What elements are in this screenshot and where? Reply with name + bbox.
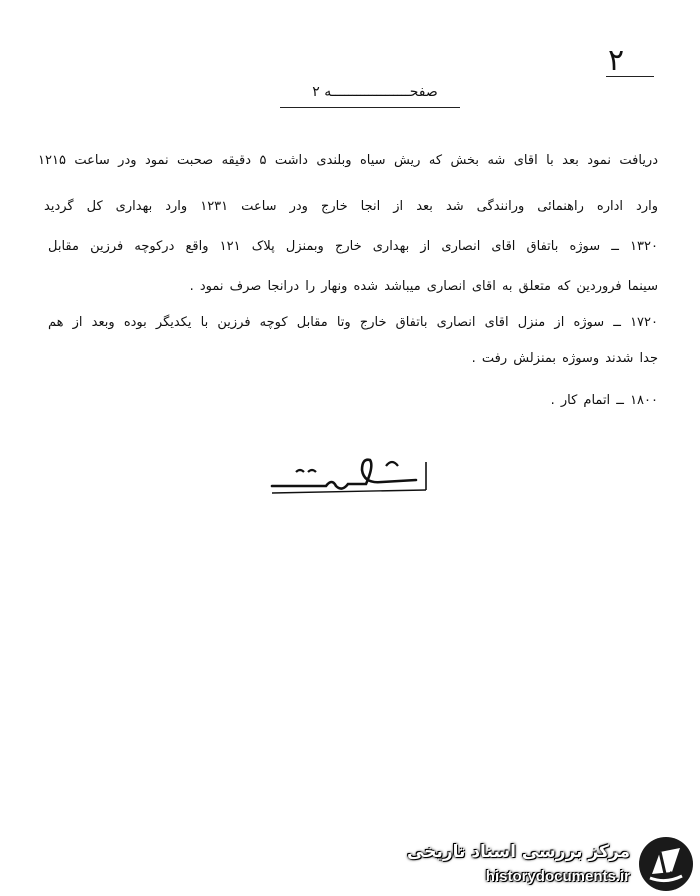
archive-watermark — [407, 828, 700, 896]
body-line-2: وارد اداره راهنمائی ورانندگی شد بعد از انجا خارج ودر ساعت ۱۲۳۱ وارد بهداری کل گردید — [44, 199, 658, 214]
body-line-5: ۱۷۲۰ ــ سوژه از منزل اقای انصاری باتفاق خارج وتا مقابل کوچه فرزین با یکدیگر بوده وبعد از هم — [48, 315, 658, 330]
body-line-3: ۱۳۲۰ ــ سوژه باتفاق اقای انصاری از بهداری خارج وبمنزل پلاک ۱۲۱ واقع درکوچه فرزین مقابل — [48, 239, 658, 254]
body-line-1: دریافت نمود بعد با اقای شه بخش که ریش سیاه وبلندی داشت ۵ دقیقه صحبت نمود ودر ساعت ۱۲۱۵ — [38, 153, 658, 168]
body-line-4: سینما فروردین که متعلق به اقای انصاری میباشد شده ونهار را درانجا صرف نمود . — [189, 279, 658, 294]
page-header-underline — [280, 107, 460, 108]
archive-logo-icon — [636, 834, 696, 894]
watermark-title: مرکز بررسی اسناد تاریخی — [407, 842, 630, 862]
page-header-label: صفحـــــــــــــــــــه ۲ — [312, 84, 438, 100]
body-line-6: جدا شدند وسوژه بمنزلش رفت . — [471, 351, 658, 366]
secret-stamp — [266, 448, 436, 498]
page-number: ۲ — [608, 43, 625, 78]
body-line-7: ۱۸۰۰ ــ اتمام کار . — [550, 393, 658, 408]
watermark-url: historydocuments.ir — [485, 868, 630, 885]
page-number-underline — [606, 76, 654, 77]
